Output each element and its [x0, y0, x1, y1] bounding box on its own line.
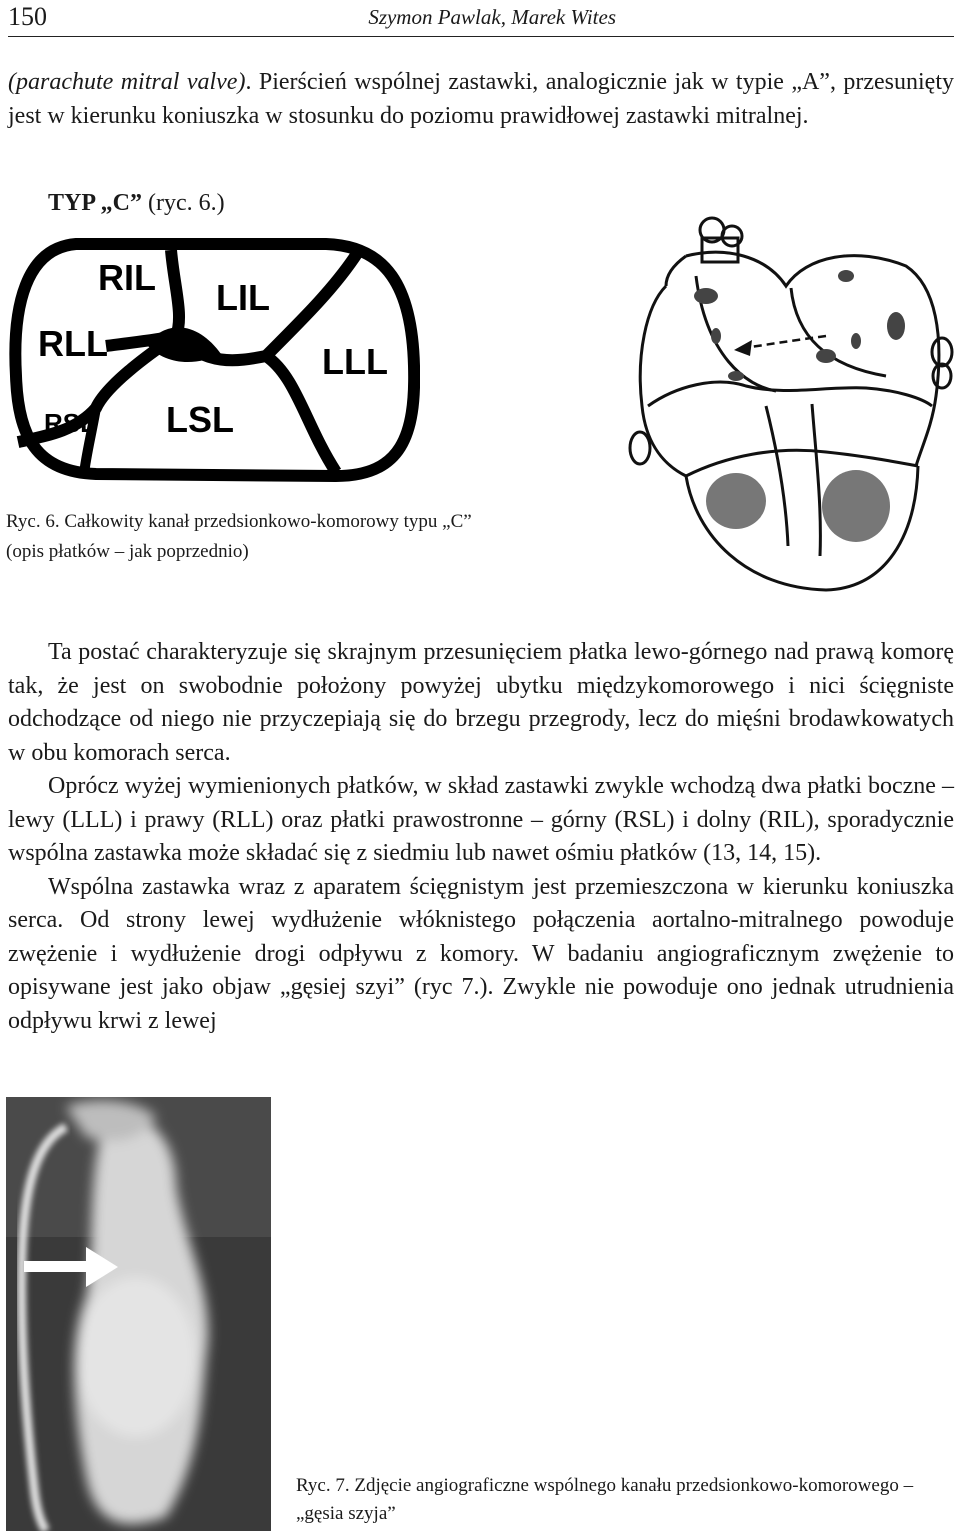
figure6-caption-line2: (opis płatków – jak poprzednio)	[6, 541, 249, 562]
label-lil: LIL	[216, 277, 270, 318]
valve-leaflet-diagram	[6, 236, 420, 484]
body-paragraph-2: Oprócz wyżej wymienionych płatków, w skład zastawki zwykle wchodzą dwa płatki boczne – lewy (LLL) i prawy (RLL) oraz płatki prawostronne – górny (RSL) i dolny (RIL), sporadycznie wspólna zastawka może składać się z siedmiu lub nawet ośmiu płatków (13, 14, 15).	[8, 773, 954, 866]
label-lsl: LSL	[166, 399, 234, 440]
label-rll: RLL	[38, 323, 108, 364]
section-figure-ref: (ryc. 6.)	[142, 190, 225, 216]
intro-paragraph	[8, 66, 954, 133]
label-rsl: RSL	[44, 408, 96, 438]
intro-text: . Pierścień wspólnej zastawki, analogicznie jak w typie „A”, przesunięty jest w kierunku koniuszka w stosunku do poziomu prawidłowej zastawki mitralnej.	[8, 69, 955, 129]
running-head-authors: Szymon Pawlak, Marek Wites	[368, 5, 616, 29]
figure6-caption-line1: Ryc. 6. Całkowity kanał przedsionkowo-komorowy typu „C”	[6, 511, 472, 532]
section-title: TYP „C”	[48, 190, 143, 216]
angiography-photo	[6, 1097, 271, 1531]
label-ril: RIL	[98, 257, 156, 298]
body-text	[8, 636, 954, 1038]
intro-italic-term: (parachute mitral valve)	[8, 69, 246, 95]
body-paragraph-3: Wspólna zastawka wraz z aparatem ścięgnistym jest przemieszczona w kierunku koniuszka serca. Od strony lewej wydłużenie włóknistego połączenia aortalno-mitralnego powoduje zwężenie i wydłużenie drogi odpływu z komory. W badaniu angiograficznym zwężenie to opisywane jest jako objaw „gęsiej szyi” (ryc 7.). Zwykle nie powoduje ono jednak utrudnienia odpływu krwi z lewej	[8, 873, 954, 1034]
page-header	[8, 0, 954, 37]
section-heading	[48, 190, 225, 217]
heart-section-drawing	[626, 216, 956, 596]
figure7-caption: Ryc. 7. Zdjęcie angiograficzne wspólnego kanału przedsionkowo-komorowego – „gęsia szyja”	[296, 1475, 914, 1524]
page-number: 150	[8, 2, 47, 31]
body-paragraph-1: Ta postać charakteryzuje się skrajnym przesunięciem płatka lewo-górnego nad prawą komorę tak, że jest on swobodnie położony powyżej ubytku międzykomorowego i nici ścięgniste odchodzące od niego nie przyczepiają się do brzegu przegrody, lecz do mięśni brodawkowatych w obu komorach serca.	[8, 639, 954, 766]
figure6-caption	[6, 507, 606, 567]
label-lll: LLL	[322, 341, 388, 382]
